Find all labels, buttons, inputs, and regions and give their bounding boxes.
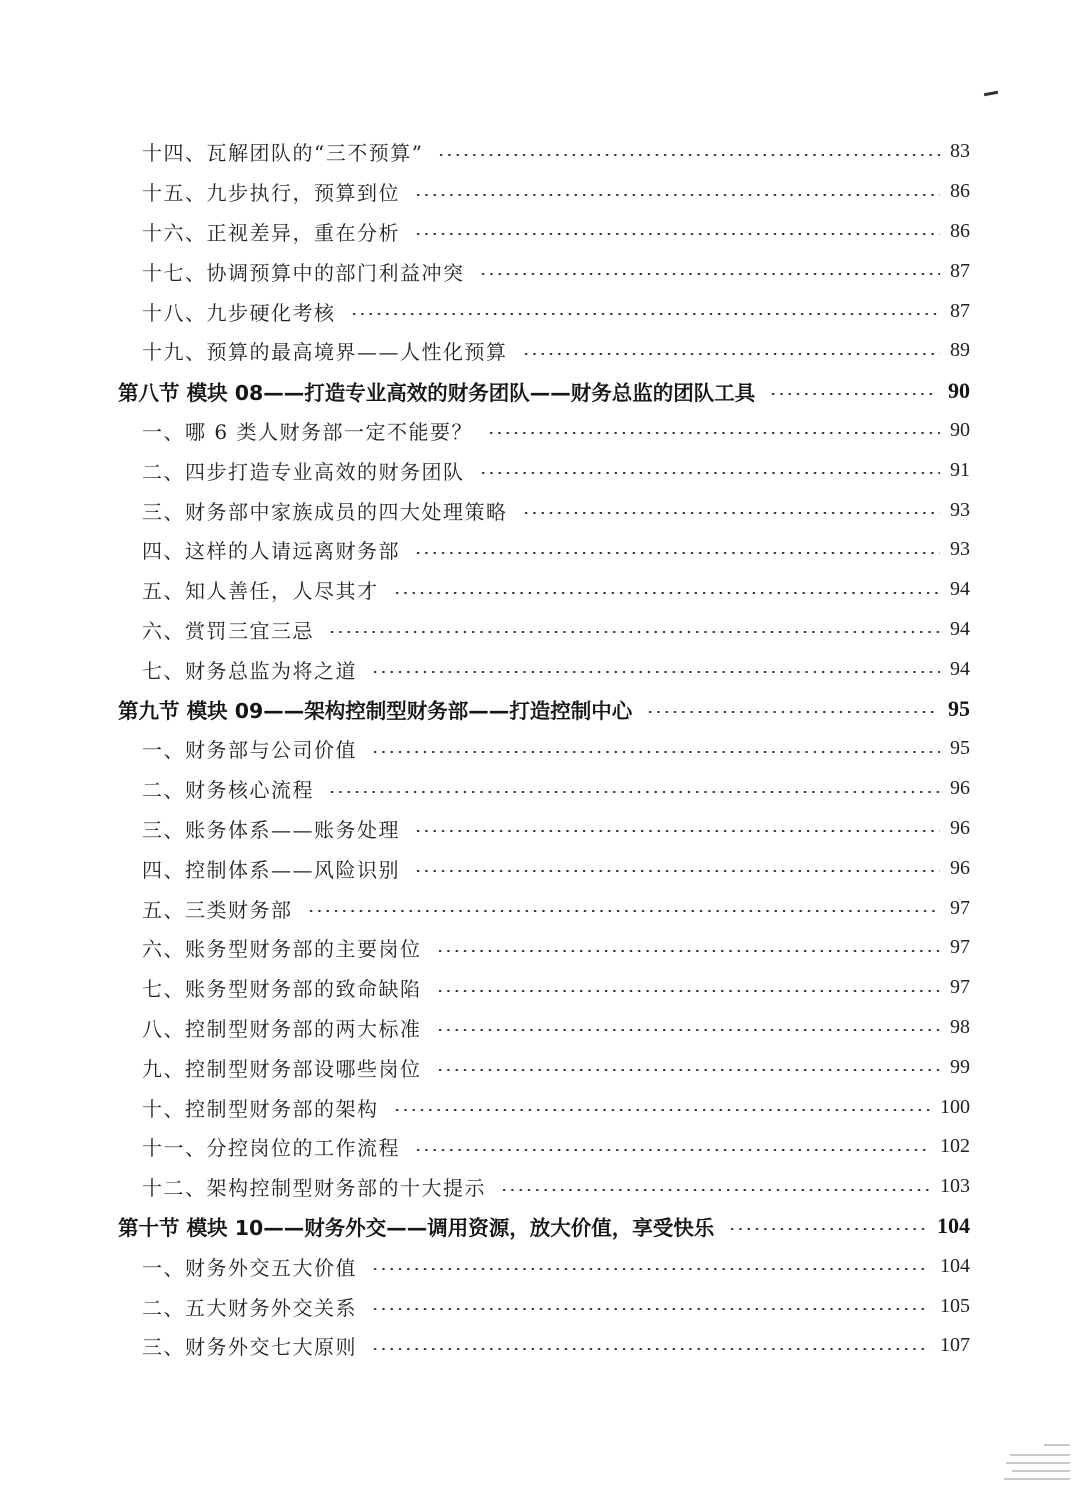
toc-entry-title: 三、账务体系——账务处理	[142, 817, 400, 842]
dot-leader	[307, 910, 941, 912]
toc-page-number: 94	[950, 657, 970, 680]
dot-leader	[436, 1069, 941, 1071]
toc-page-number: 87	[950, 259, 970, 282]
dot-leader	[414, 233, 940, 235]
toc-entry	[118, 769, 970, 809]
dot-leader	[436, 1029, 941, 1031]
toc-entry-title: 七、账务型财务部的致命缺陷	[142, 977, 422, 1002]
toc-entry-title: 十一、分控岗位的工作流程	[142, 1136, 400, 1161]
toc-section-entry	[118, 689, 970, 729]
dot-leader	[414, 1149, 930, 1151]
toc-entry	[118, 570, 970, 610]
toc-entry-title: 三、财务外交七大原则	[142, 1335, 357, 1360]
dot-leader	[350, 313, 941, 315]
toc-entry-title: 十二、架构控制型财务部的十大提示	[142, 1176, 486, 1201]
toc-page-number: 91	[950, 458, 970, 481]
toc-entry	[118, 1286, 970, 1326]
toc-page-number: 99	[950, 1055, 970, 1078]
toc-entry	[118, 450, 970, 490]
dot-leader	[393, 1109, 931, 1111]
toc-page-number: 86	[950, 180, 970, 203]
dot-leader	[728, 1228, 927, 1230]
toc-page-number: 94	[950, 578, 970, 601]
toc-page-number: 102	[940, 1135, 970, 1158]
toc-entry	[118, 809, 970, 849]
toc-entry	[118, 888, 970, 928]
toc-entry	[118, 610, 970, 650]
toc-entry-title: 七、财务总监为将之道	[142, 658, 357, 683]
toc-entry-title: 十九、预算的最高境界——人性化预算	[142, 340, 508, 365]
toc-entry	[118, 1008, 970, 1048]
toc-entry-title: 十四、瓦解团队的“三不预算”	[142, 141, 424, 166]
toc-page-number: 107	[940, 1334, 970, 1357]
dot-leader	[393, 592, 941, 594]
toc-entry	[118, 1047, 970, 1087]
toc-entry-title: 四、控制体系——风险识别	[142, 857, 400, 882]
dot-leader	[328, 791, 940, 793]
toc-entry	[118, 411, 970, 451]
dot-leader	[769, 393, 938, 395]
toc-entry	[118, 172, 970, 212]
toc-entry-title: 二、五大财务外交关系	[142, 1295, 357, 1320]
dot-leader	[414, 194, 940, 196]
toc-page-number: 97	[950, 936, 970, 959]
toc-page-number: 97	[950, 976, 970, 999]
toc-entry	[118, 928, 970, 968]
toc-entry-title: 第十节 模块 10——财务外交——调用资源，放大价值，享受快乐	[118, 1216, 715, 1241]
toc-page-number: 96	[950, 777, 970, 800]
toc-entry	[118, 251, 970, 291]
dot-leader	[500, 1189, 930, 1191]
toc-entry	[118, 848, 970, 888]
toc-page-number: 104	[940, 1254, 970, 1277]
toc-entry	[118, 1167, 970, 1207]
toc-entry	[118, 1087, 970, 1127]
toc-entry-title: 九、控制型财务部设哪些岗位	[142, 1056, 422, 1081]
toc-entry-title: 六、账务型财务部的主要岗位	[142, 937, 422, 962]
dot-leader	[479, 273, 941, 275]
toc-entry-title: 一、财务部与公司价值	[142, 738, 357, 763]
toc-page-number: 104	[937, 1213, 970, 1239]
toc-entry-title: 一、财务外交五大价值	[142, 1255, 357, 1280]
toc-entry	[118, 968, 970, 1008]
dot-leader	[371, 751, 940, 753]
toc-page-number: 89	[950, 339, 970, 362]
dot-leader	[487, 432, 940, 434]
toc-entry-title: 一、哪 6 类人财务部一定不能要？	[142, 419, 473, 444]
toc-entry	[118, 729, 970, 769]
toc-page-number: 96	[950, 816, 970, 839]
toc-page-number: 100	[940, 1095, 970, 1118]
toc-entry-title: 十六、正视差异，重在分析	[142, 220, 400, 245]
toc-page-number: 95	[948, 696, 970, 722]
dot-leader	[436, 950, 941, 952]
scan-mark	[984, 91, 998, 96]
toc-page-number: 87	[950, 299, 970, 322]
dot-leader	[371, 1268, 930, 1270]
toc-entry-title: 十、控制型财务部的架构	[142, 1096, 379, 1121]
toc-page-number: 96	[950, 856, 970, 879]
toc-entry	[118, 1246, 970, 1286]
toc-entry	[118, 1127, 970, 1167]
toc-entry-title: 十七、协调预算中的部门利益冲突	[142, 260, 465, 285]
toc-entry-title: 十八、九步硬化考核	[142, 300, 336, 325]
toc-entry-title: 六、赏罚三宜三忌	[142, 618, 314, 643]
toc-page-number: 90	[950, 418, 970, 441]
dot-leader	[646, 711, 938, 713]
dot-leader	[371, 1348, 930, 1350]
toc-page-number: 90	[948, 377, 970, 403]
toc-entry-title: 五、三类财务部	[142, 897, 293, 922]
dot-leader	[479, 472, 941, 474]
page-edge-lines	[1000, 1430, 1070, 1490]
toc-entry	[118, 331, 970, 371]
dot-leader	[371, 671, 940, 673]
toc-page-number: 94	[950, 617, 970, 640]
dot-leader	[522, 353, 941, 355]
dot-leader	[328, 631, 940, 633]
toc-page-number: 86	[950, 219, 970, 242]
toc-section-entry	[118, 371, 970, 411]
toc-page-number: 95	[950, 737, 970, 760]
toc-entry-title: 二、四步打造专业高效的财务团队	[142, 459, 465, 484]
toc-entry	[118, 212, 970, 252]
toc-entry	[118, 649, 970, 689]
toc-page-number: 98	[950, 1015, 970, 1038]
toc-section-entry	[118, 1207, 970, 1247]
toc-page-number: 103	[940, 1175, 970, 1198]
toc-page-number: 97	[950, 896, 970, 919]
toc-entry	[118, 291, 970, 331]
dot-leader	[522, 512, 941, 514]
toc-entry	[118, 1326, 970, 1366]
toc-entry	[118, 490, 970, 530]
dot-leader	[414, 552, 940, 554]
toc-entry-title: 第九节 模块 09——架构控制型财务部——打造控制中心	[118, 699, 633, 724]
toc-page-number: 105	[940, 1294, 970, 1317]
table-of-contents	[118, 132, 970, 1366]
toc-entry-title: 二、财务核心流程	[142, 778, 314, 803]
toc-entry	[118, 530, 970, 570]
toc-page-number: 93	[950, 538, 970, 561]
dot-leader	[437, 154, 940, 156]
toc-entry-title: 八、控制型财务部的两大标准	[142, 1016, 422, 1041]
dot-leader	[414, 870, 940, 872]
toc-page-number: 93	[950, 498, 970, 521]
toc-entry	[118, 132, 970, 172]
toc-entry-title: 三、财务部中家族成员的四大处理策略	[142, 499, 508, 524]
dot-leader	[371, 1308, 930, 1310]
toc-entry-title: 十五、九步执行，预算到位	[142, 181, 400, 206]
toc-entry-title: 四、这样的人请远离财务部	[142, 539, 400, 564]
dot-leader	[436, 990, 941, 992]
toc-page-number: 83	[950, 140, 970, 163]
dot-leader	[414, 830, 940, 832]
toc-entry-title: 五、知人善任，人尽其才	[142, 579, 379, 604]
toc-entry-title: 第八节 模块 08——打造专业高效的财务团队——财务总监的团队工具	[118, 380, 756, 405]
